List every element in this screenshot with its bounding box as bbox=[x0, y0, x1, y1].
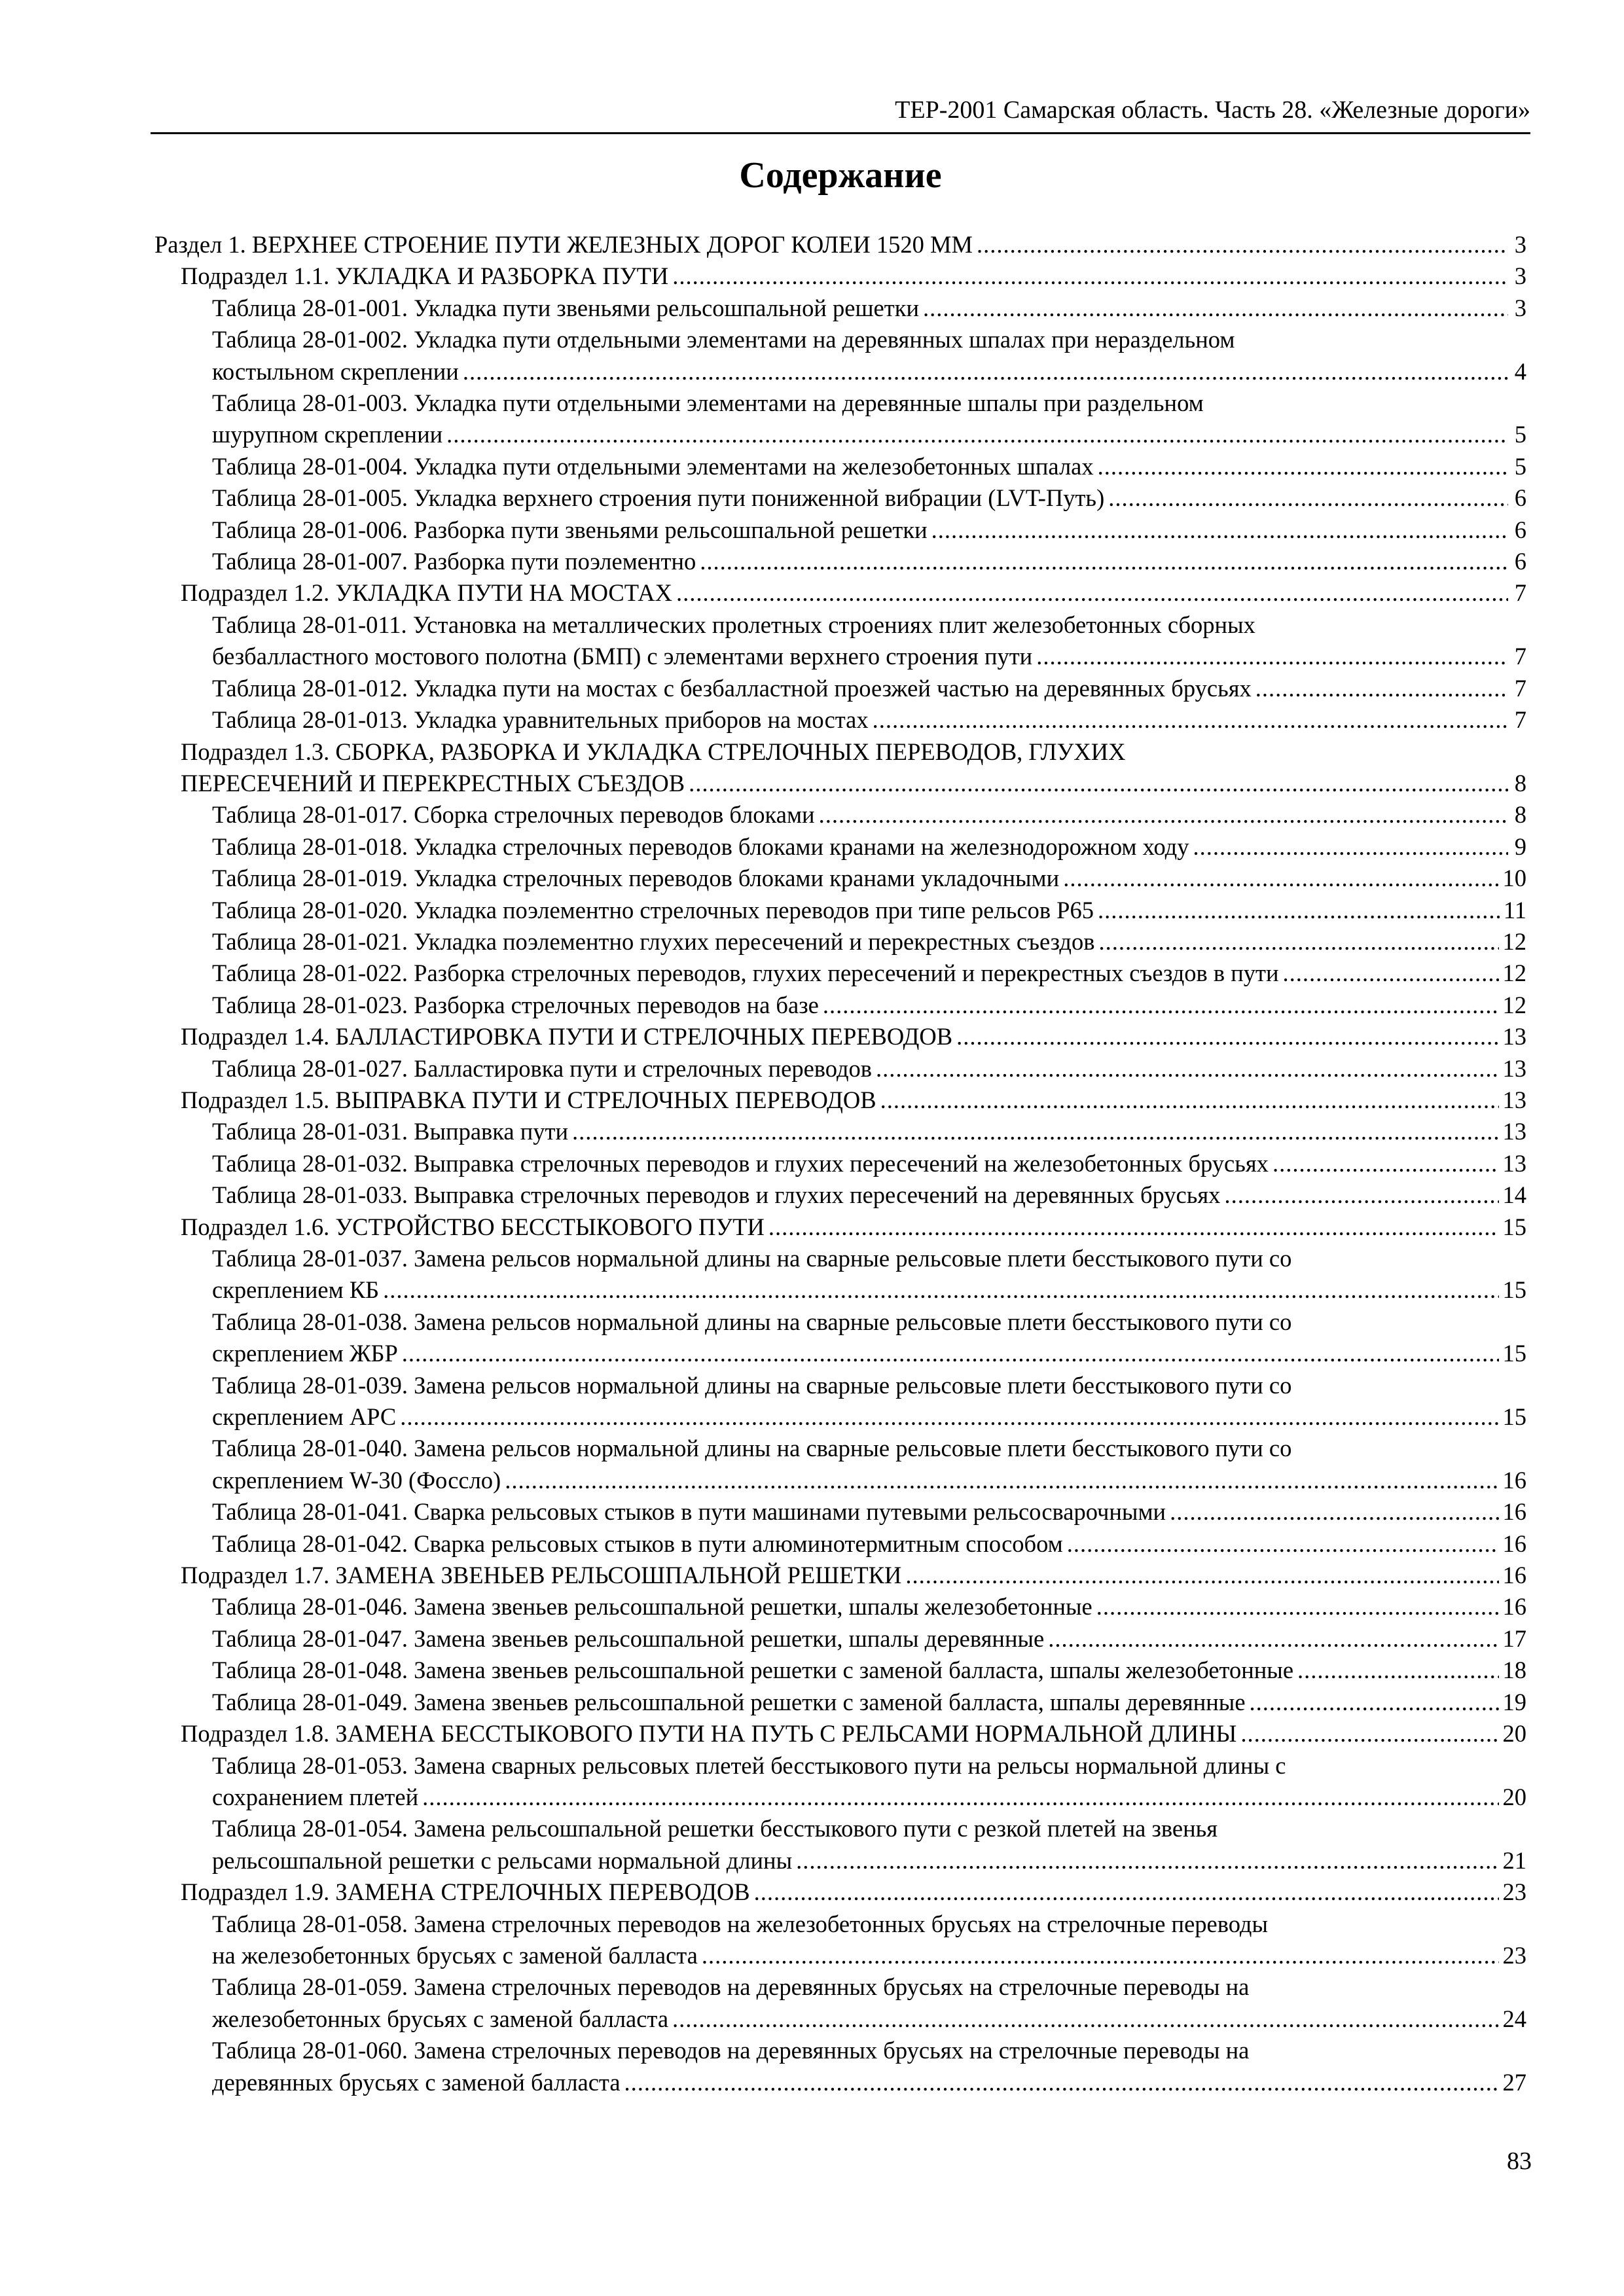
toc-subsection[interactable] bbox=[154, 577, 1526, 609]
dot-leader bbox=[1255, 673, 1508, 704]
dot-leader bbox=[956, 1021, 1498, 1052]
toc-table-entry[interactable] bbox=[154, 514, 1526, 546]
toc-section[interactable] bbox=[154, 229, 1526, 260]
toc-page-number: 16 bbox=[1502, 1498, 1526, 1526]
toc-page-number: 3 bbox=[1514, 231, 1526, 258]
toc-page-number: 23 bbox=[1502, 1878, 1526, 1906]
toc-entry-text-line1: Таблица 28-01-011. Установка на металлических пролетных строениях плит железобетонных сборных bbox=[212, 611, 1255, 638]
toc-entry-text: Подраздел 1.4. БАЛЛАСТИРОВКА ПУТИ И СТРЕЛОЧНЫХ ПЕРЕВОДОВ bbox=[181, 1023, 953, 1050]
toc-table-entry[interactable] bbox=[154, 1433, 1526, 1496]
toc-page-number: 16 bbox=[1502, 1530, 1526, 1557]
toc-table-entry[interactable] bbox=[154, 387, 1526, 451]
toc-entry-text: Подраздел 1.6. УСТРОЙСТВО БЕССТЫКОВОГО ПУТИ bbox=[181, 1213, 765, 1240]
dot-leader bbox=[1224, 1179, 1498, 1211]
toc-entry-text: скреплением ЖБР bbox=[212, 1340, 398, 1367]
toc-entry-text: скреплением W-30 (Фоссло) bbox=[212, 1466, 501, 1494]
toc-table-entry[interactable] bbox=[154, 1813, 1526, 1876]
dot-leader bbox=[796, 1845, 1498, 1876]
toc-entry-text-line1: Таблица 28-01-039. Замена рельсов нормальной длины на сварные рельсовые плети бесстыкового пути со bbox=[212, 1371, 1292, 1399]
toc-entry-text: Таблица 28-01-031. Выправка пути bbox=[212, 1118, 569, 1145]
toc-table-entry[interactable] bbox=[154, 958, 1526, 989]
dot-leader bbox=[463, 356, 1508, 387]
toc-entry-text: Подраздел 1.7. ЗАМЕНА ЗВЕНЬЕВ РЕЛЬСОШПАЛЬНОЙ РЕШЕТКИ bbox=[181, 1562, 902, 1589]
toc-entry-text: Раздел 1. ВЕРХНЕЕ СТРОЕНИЕ ПУТИ ЖЕЛЕЗНЫХ ДОРОГ КОЛЕИ 1520 ММ bbox=[154, 231, 973, 258]
toc-entry-text: Таблица 28-01-046. Замена звеньев рельсошпальной решетки, шпалы железобетонные bbox=[212, 1593, 1092, 1621]
dot-leader bbox=[873, 704, 1508, 736]
dot-leader bbox=[446, 419, 1508, 450]
toc-entry-text: Таблица 28-01-013. Укладка уравнительных приборов на мостах bbox=[212, 706, 869, 734]
toc-table-entry[interactable] bbox=[154, 293, 1526, 324]
toc-page-number: 21 bbox=[1502, 1846, 1526, 1874]
toc-page-number: 12 bbox=[1502, 960, 1526, 987]
toc-entry-text: рельсошпальной решетки с рельсами нормальной длины bbox=[212, 1846, 793, 1874]
dot-leader bbox=[676, 577, 1508, 609]
toc-entry-text: на железобетонных брусьях с заменой балласта bbox=[212, 1941, 698, 1969]
toc-page-number: 8 bbox=[1514, 769, 1526, 797]
toc-entry-text: Таблица 28-01-033. Выправка стрелочных переводов и глухих пересечений на деревянных брусьях bbox=[212, 1181, 1221, 1209]
toc-table-entry[interactable] bbox=[154, 1370, 1526, 1433]
toc-table-entry[interactable] bbox=[154, 704, 1526, 736]
toc-entry-text: ПЕРЕСЕЧЕНИЙ И ПЕРЕКРЕСТНЫХ СЪЕЗДОВ bbox=[181, 769, 685, 797]
toc-table-entry[interactable] bbox=[154, 926, 1526, 958]
toc-entry-text: Таблица 28-01-049. Замена звеньев рельсошпальной решетки с заменой балласта, шпалы деревянные bbox=[212, 1688, 1246, 1715]
toc-entry-text: Таблица 28-01-005. Укладка верхнего строения пути пониженной вибрации (LVT-Путь) bbox=[212, 484, 1105, 512]
dot-leader bbox=[700, 546, 1508, 577]
toc-entry-text: Таблица 28-01-022. Разборка стрелочных переводов, глухих пересечений и перекрестных съездов в пути bbox=[212, 960, 1279, 987]
dot-leader bbox=[383, 1274, 1498, 1306]
toc-page-number: 12 bbox=[1502, 927, 1526, 955]
toc-subsection[interactable] bbox=[154, 1211, 1526, 1243]
toc-page-number: 13 bbox=[1502, 1054, 1526, 1082]
toc-entry-text-line1: Таблица 28-01-003. Укладка пути отдельными элементами на деревянные шпалы при раздельном bbox=[212, 389, 1204, 417]
toc-page-number: 6 bbox=[1514, 516, 1526, 543]
toc-entry-text-line1: Таблица 28-01-038. Замена рельсов нормальной длины на сварные рельсовые плети бесстыкового пути со bbox=[212, 1308, 1292, 1335]
dot-leader bbox=[1240, 1718, 1498, 1749]
dot-leader bbox=[1098, 926, 1498, 958]
toc-table-entry[interactable] bbox=[154, 831, 1526, 863]
toc-page-number: 13 bbox=[1502, 1086, 1526, 1113]
dot-leader bbox=[505, 1465, 1498, 1496]
toc-page-number: 7 bbox=[1514, 579, 1526, 607]
toc-table-entry[interactable] bbox=[154, 1655, 1526, 1686]
toc-page-number: 15 bbox=[1502, 1403, 1526, 1431]
toc-page-number: 6 bbox=[1514, 484, 1526, 512]
toc-entry-text: сохранением плетей bbox=[212, 1783, 419, 1810]
toc-table-entry[interactable] bbox=[154, 990, 1526, 1021]
toc-entry-text: Таблица 28-01-023. Разборка стрелочных переводов на базе bbox=[212, 991, 819, 1018]
toc-table-entry[interactable] bbox=[154, 799, 1526, 831]
toc-entry-text: шурупном скреплении bbox=[212, 421, 443, 448]
toc-page-number: 13 bbox=[1502, 1023, 1526, 1050]
toc-entry-text-line1: Таблица 28-01-053. Замена сварных рельсовых плетей бесстыкового пути на рельсы нормальной длины с bbox=[212, 1751, 1286, 1779]
toc-entry-text: Таблица 28-01-047. Замена звеньев рельсошпальной решетки, шпалы деревянные bbox=[212, 1624, 1045, 1652]
toc-entry-text: Подраздел 1.5. ВЫПРАВКА ПУТИ И СТРЕЛОЧНЫХ ПЕРЕВОДОВ bbox=[181, 1086, 876, 1113]
toc-entry-text: Таблица 28-01-032. Выправка стрелочных переводов и глухих пересечений на железобетонных брусьях bbox=[212, 1149, 1269, 1177]
toc-entry-text-line1: Таблица 28-01-059. Замена стрелочных переводов на деревянных брусьях на стрелочные переводы на bbox=[212, 1973, 1250, 2001]
dot-leader bbox=[1193, 831, 1509, 863]
toc-subsection[interactable] bbox=[154, 260, 1526, 292]
toc-table-entry[interactable] bbox=[154, 1591, 1526, 1623]
toc-page-number: 9 bbox=[1514, 833, 1526, 860]
toc-page-number: 23 bbox=[1502, 1941, 1526, 1969]
toc-page-number: 13 bbox=[1502, 1149, 1526, 1177]
toc-page-number: 16 bbox=[1502, 1593, 1526, 1621]
toc-page-number: 8 bbox=[1514, 801, 1526, 829]
dot-leader bbox=[672, 260, 1508, 292]
toc-entry-text: железобетонных брусьях с заменой балласта bbox=[212, 2005, 669, 2032]
toc-page-number: 4 bbox=[1514, 357, 1526, 385]
dot-leader bbox=[768, 1211, 1499, 1243]
toc-page-number: 19 bbox=[1502, 1688, 1526, 1715]
toc-entry-text-line1: Таблица 28-01-002. Укладка пути отдельными элементами на деревянных шпалах при нераздельном bbox=[212, 326, 1235, 353]
toc-subsection[interactable] bbox=[154, 1876, 1526, 1908]
toc-entry-text: Таблица 28-01-027. Балластировка пути и стрелочных переводов bbox=[212, 1054, 873, 1082]
toc-page-number: 16 bbox=[1502, 1466, 1526, 1494]
toc-table-entry[interactable] bbox=[154, 2035, 1526, 2098]
toc-entry-text: безбалластного мостового полотна (БМП) с элементами верхнего строения пути bbox=[212, 643, 1033, 670]
dot-leader bbox=[876, 1053, 1498, 1085]
toc-page-number: 7 bbox=[1514, 706, 1526, 734]
toc-entry-text: костыльном скреплении bbox=[212, 357, 459, 385]
toc-entry-text: деревянных брусьях с заменой балласта bbox=[212, 2068, 621, 2096]
toc-page-number: 20 bbox=[1502, 1720, 1526, 1748]
toc-page-number: 13 bbox=[1502, 1118, 1526, 1145]
dot-leader bbox=[1067, 1528, 1499, 1560]
toc-page-number: 5 bbox=[1514, 452, 1526, 480]
toc-table-entry[interactable] bbox=[154, 1971, 1526, 2035]
dot-leader bbox=[754, 1876, 1499, 1908]
toc-entry-text: Подраздел 1.8. ЗАМЕНА БЕССТЫКОВОГО ПУТИ НА ПУТЬ С РЕЛЬСАМИ НОРМАЛЬНОЙ ДЛИНЫ bbox=[181, 1720, 1237, 1748]
toc-table-entry[interactable] bbox=[154, 1750, 1526, 1814]
toc-table-entry[interactable] bbox=[154, 1528, 1526, 1560]
toc-page-number: 11 bbox=[1503, 896, 1526, 924]
dot-leader bbox=[1250, 1687, 1499, 1718]
toc-entry-text: Таблица 28-01-048. Замена звеньев рельсошпальной решетки с заменой балласта, шпалы железобетонные bbox=[212, 1657, 1294, 1684]
toc-page-number: 24 bbox=[1502, 2005, 1526, 2032]
toc-entry-text: скреплением КБ bbox=[212, 1276, 380, 1304]
toc-page-number: 3 bbox=[1514, 262, 1526, 290]
toc-page-number: 15 bbox=[1502, 1340, 1526, 1367]
dot-leader bbox=[1283, 958, 1499, 989]
dot-leader bbox=[624, 2067, 1499, 2098]
toc-entry-text: Таблица 28-01-020. Укладка поэлементно стрелочных переводов при типе рельсов Р65 bbox=[212, 896, 1094, 924]
dot-leader bbox=[905, 1560, 1498, 1591]
toc-page-number: 5 bbox=[1514, 421, 1526, 448]
dot-leader bbox=[400, 1401, 1498, 1433]
dot-leader bbox=[1063, 863, 1498, 894]
toc-entry-text: Таблица 28-01-018. Укладка стрелочных переводов блоками кранами на железнодорожном ходу bbox=[212, 833, 1189, 860]
toc-table-entry[interactable] bbox=[154, 1687, 1526, 1718]
toc-table-entry[interactable] bbox=[154, 1179, 1526, 1211]
dot-leader bbox=[1096, 1591, 1499, 1623]
dot-leader bbox=[977, 229, 1508, 260]
toc-subsection[interactable] bbox=[154, 1021, 1526, 1052]
toc-page-number: 15 bbox=[1502, 1276, 1526, 1304]
dot-leader bbox=[1048, 1623, 1498, 1655]
page-number: 83 bbox=[1507, 2147, 1532, 2175]
toc-entry-text-line1: Подраздел 1.3. СБОРКА, РАЗБОРКА И УКЛАДКА СТРЕЛОЧНЫХ ПЕРЕВОДОВ, ГЛУХИХ bbox=[181, 738, 1126, 765]
toc-entry-text: Таблица 28-01-041. Сварка рельсовых стыков в пути машинами путевыми рельсосварочными bbox=[212, 1498, 1166, 1526]
toc-table-entry[interactable] bbox=[154, 451, 1526, 482]
toc-entry-text: Подраздел 1.1. УКЛАДКА И РАЗБОРКА ПУТИ bbox=[181, 262, 669, 290]
dot-leader bbox=[572, 1116, 1498, 1147]
toc-entry-text-line1: Таблица 28-01-037. Замена рельсов нормальной длины на сварные рельсовые плети бесстыкового пути со bbox=[212, 1245, 1292, 1272]
dot-leader bbox=[931, 514, 1508, 546]
toc-table-entry[interactable] bbox=[154, 673, 1526, 704]
toc-page-number: 17 bbox=[1502, 1624, 1526, 1652]
toc-entry-text: Таблица 28-01-004. Укладка пути отдельными элементами на железобетонных шпалах bbox=[212, 452, 1094, 480]
toc-table-entry[interactable] bbox=[154, 1496, 1526, 1528]
dot-leader bbox=[923, 293, 1508, 324]
toc-page-number: 7 bbox=[1514, 674, 1526, 702]
dot-leader bbox=[819, 799, 1508, 831]
dot-leader bbox=[1170, 1496, 1498, 1528]
toc-table-entry[interactable] bbox=[154, 895, 1526, 926]
toc-table-entry[interactable] bbox=[154, 482, 1526, 514]
dot-leader bbox=[823, 990, 1499, 1021]
toc-table-entry[interactable] bbox=[154, 1909, 1526, 1972]
dot-leader bbox=[880, 1085, 1499, 1116]
toc-page-number: 16 bbox=[1502, 1562, 1526, 1589]
toc-entry-text: Таблица 28-01-001. Укладка пути звеньями рельсошпальной решетки bbox=[212, 294, 919, 321]
toc-table-entry[interactable] bbox=[154, 1053, 1526, 1085]
toc-page-number: 12 bbox=[1502, 991, 1526, 1018]
table-of-contents bbox=[154, 229, 1526, 2098]
toc-table-entry[interactable] bbox=[154, 1116, 1526, 1147]
toc-page-number: 6 bbox=[1514, 548, 1526, 575]
toc-entry-text: Таблица 28-01-007. Разборка пути поэлементно bbox=[212, 548, 696, 575]
dot-leader bbox=[672, 2003, 1498, 2035]
toc-entry-text: Таблица 28-01-021. Укладка поэлементно глухих пересечений и перекрестных съездов bbox=[212, 927, 1095, 955]
dot-leader bbox=[689, 768, 1508, 799]
dot-leader bbox=[1098, 451, 1508, 482]
toc-table-entry[interactable] bbox=[154, 1306, 1526, 1370]
dot-leader bbox=[1108, 482, 1508, 514]
toc-entry-text-line1: Таблица 28-01-040. Замена рельсов нормальной длины на сварные рельсовые плети бесстыкового пути со bbox=[212, 1435, 1292, 1462]
toc-table-entry[interactable] bbox=[154, 863, 1526, 894]
toc-entry-text: Таблица 28-01-012. Укладка пути на мостах с безбалластной проезжей частью на деревянных брусьях bbox=[212, 674, 1252, 702]
toc-entry-text-line1: Таблица 28-01-058. Замена стрелочных переводов на железобетонных брусьях на стрелочные переводы bbox=[212, 1910, 1269, 1937]
toc-subsection[interactable] bbox=[154, 1085, 1526, 1116]
toc-table-entry[interactable] bbox=[154, 1243, 1526, 1306]
toc-page-number: 18 bbox=[1502, 1657, 1526, 1684]
running-header-text: ТЕР-2001 Самарская область. Часть 28. «Железные дороги» bbox=[895, 96, 1530, 124]
toc-page-number: 10 bbox=[1502, 865, 1526, 892]
toc-table-entry[interactable] bbox=[154, 546, 1526, 577]
toc-subsection[interactable] bbox=[154, 1718, 1526, 1749]
dot-leader bbox=[1036, 641, 1508, 672]
toc-subsection[interactable] bbox=[154, 1560, 1526, 1591]
toc-subsection[interactable] bbox=[154, 736, 1526, 800]
toc-entry-text-line1: Таблица 28-01-060. Замена стрелочных переводов на деревянных брусьях на стрелочные переводы на bbox=[212, 2037, 1250, 2064]
toc-page-number: 27 bbox=[1502, 2068, 1526, 2096]
toc-entry-text: Подраздел 1.9. ЗАМЕНА СТРЕЛОЧНЫХ ПЕРЕВОДОВ bbox=[181, 1878, 750, 1906]
dot-leader bbox=[422, 1782, 1498, 1813]
toc-entry-text: Таблица 28-01-017. Сборка стрелочных переводов блоками bbox=[212, 801, 815, 829]
toc-entry-text: Таблица 28-01-019. Укладка стрелочных переводов блоками кранами укладочными bbox=[212, 865, 1060, 892]
dot-leader bbox=[1272, 1148, 1499, 1179]
toc-table-entry[interactable] bbox=[154, 1623, 1526, 1655]
dot-leader bbox=[402, 1338, 1499, 1369]
toc-table-entry[interactable] bbox=[154, 609, 1526, 673]
toc-entry-text: Таблица 28-01-042. Сварка рельсовых стыков в пути алюминотермитным способом bbox=[212, 1530, 1063, 1557]
running-header bbox=[151, 92, 1530, 134]
dot-leader bbox=[1098, 895, 1500, 926]
toc-page-number: 14 bbox=[1502, 1181, 1526, 1209]
toc-entry-text: Таблица 28-01-006. Разборка пути звеньями рельсошпальной решетки bbox=[212, 516, 928, 543]
toc-entry-text: Подраздел 1.2. УКЛАДКА ПУТИ НА МОСТАХ bbox=[181, 579, 672, 607]
toc-page-number: 20 bbox=[1502, 1783, 1526, 1810]
dot-leader bbox=[702, 1940, 1499, 1971]
toc-page-number: 3 bbox=[1514, 294, 1526, 321]
toc-entry-text-line1: Таблица 28-01-054. Замена рельсошпальной решетки бесстыкового пути с резкой плетей на звенья bbox=[212, 1815, 1218, 1842]
toc-entry-text: скреплением АРС bbox=[212, 1403, 397, 1431]
page-title: Содержание bbox=[739, 155, 942, 196]
toc-page-number: 7 bbox=[1514, 643, 1526, 670]
toc-table-entry[interactable] bbox=[154, 1148, 1526, 1179]
toc-page-number: 15 bbox=[1502, 1213, 1526, 1240]
dot-leader bbox=[1297, 1655, 1498, 1686]
toc-table-entry[interactable] bbox=[154, 324, 1526, 387]
